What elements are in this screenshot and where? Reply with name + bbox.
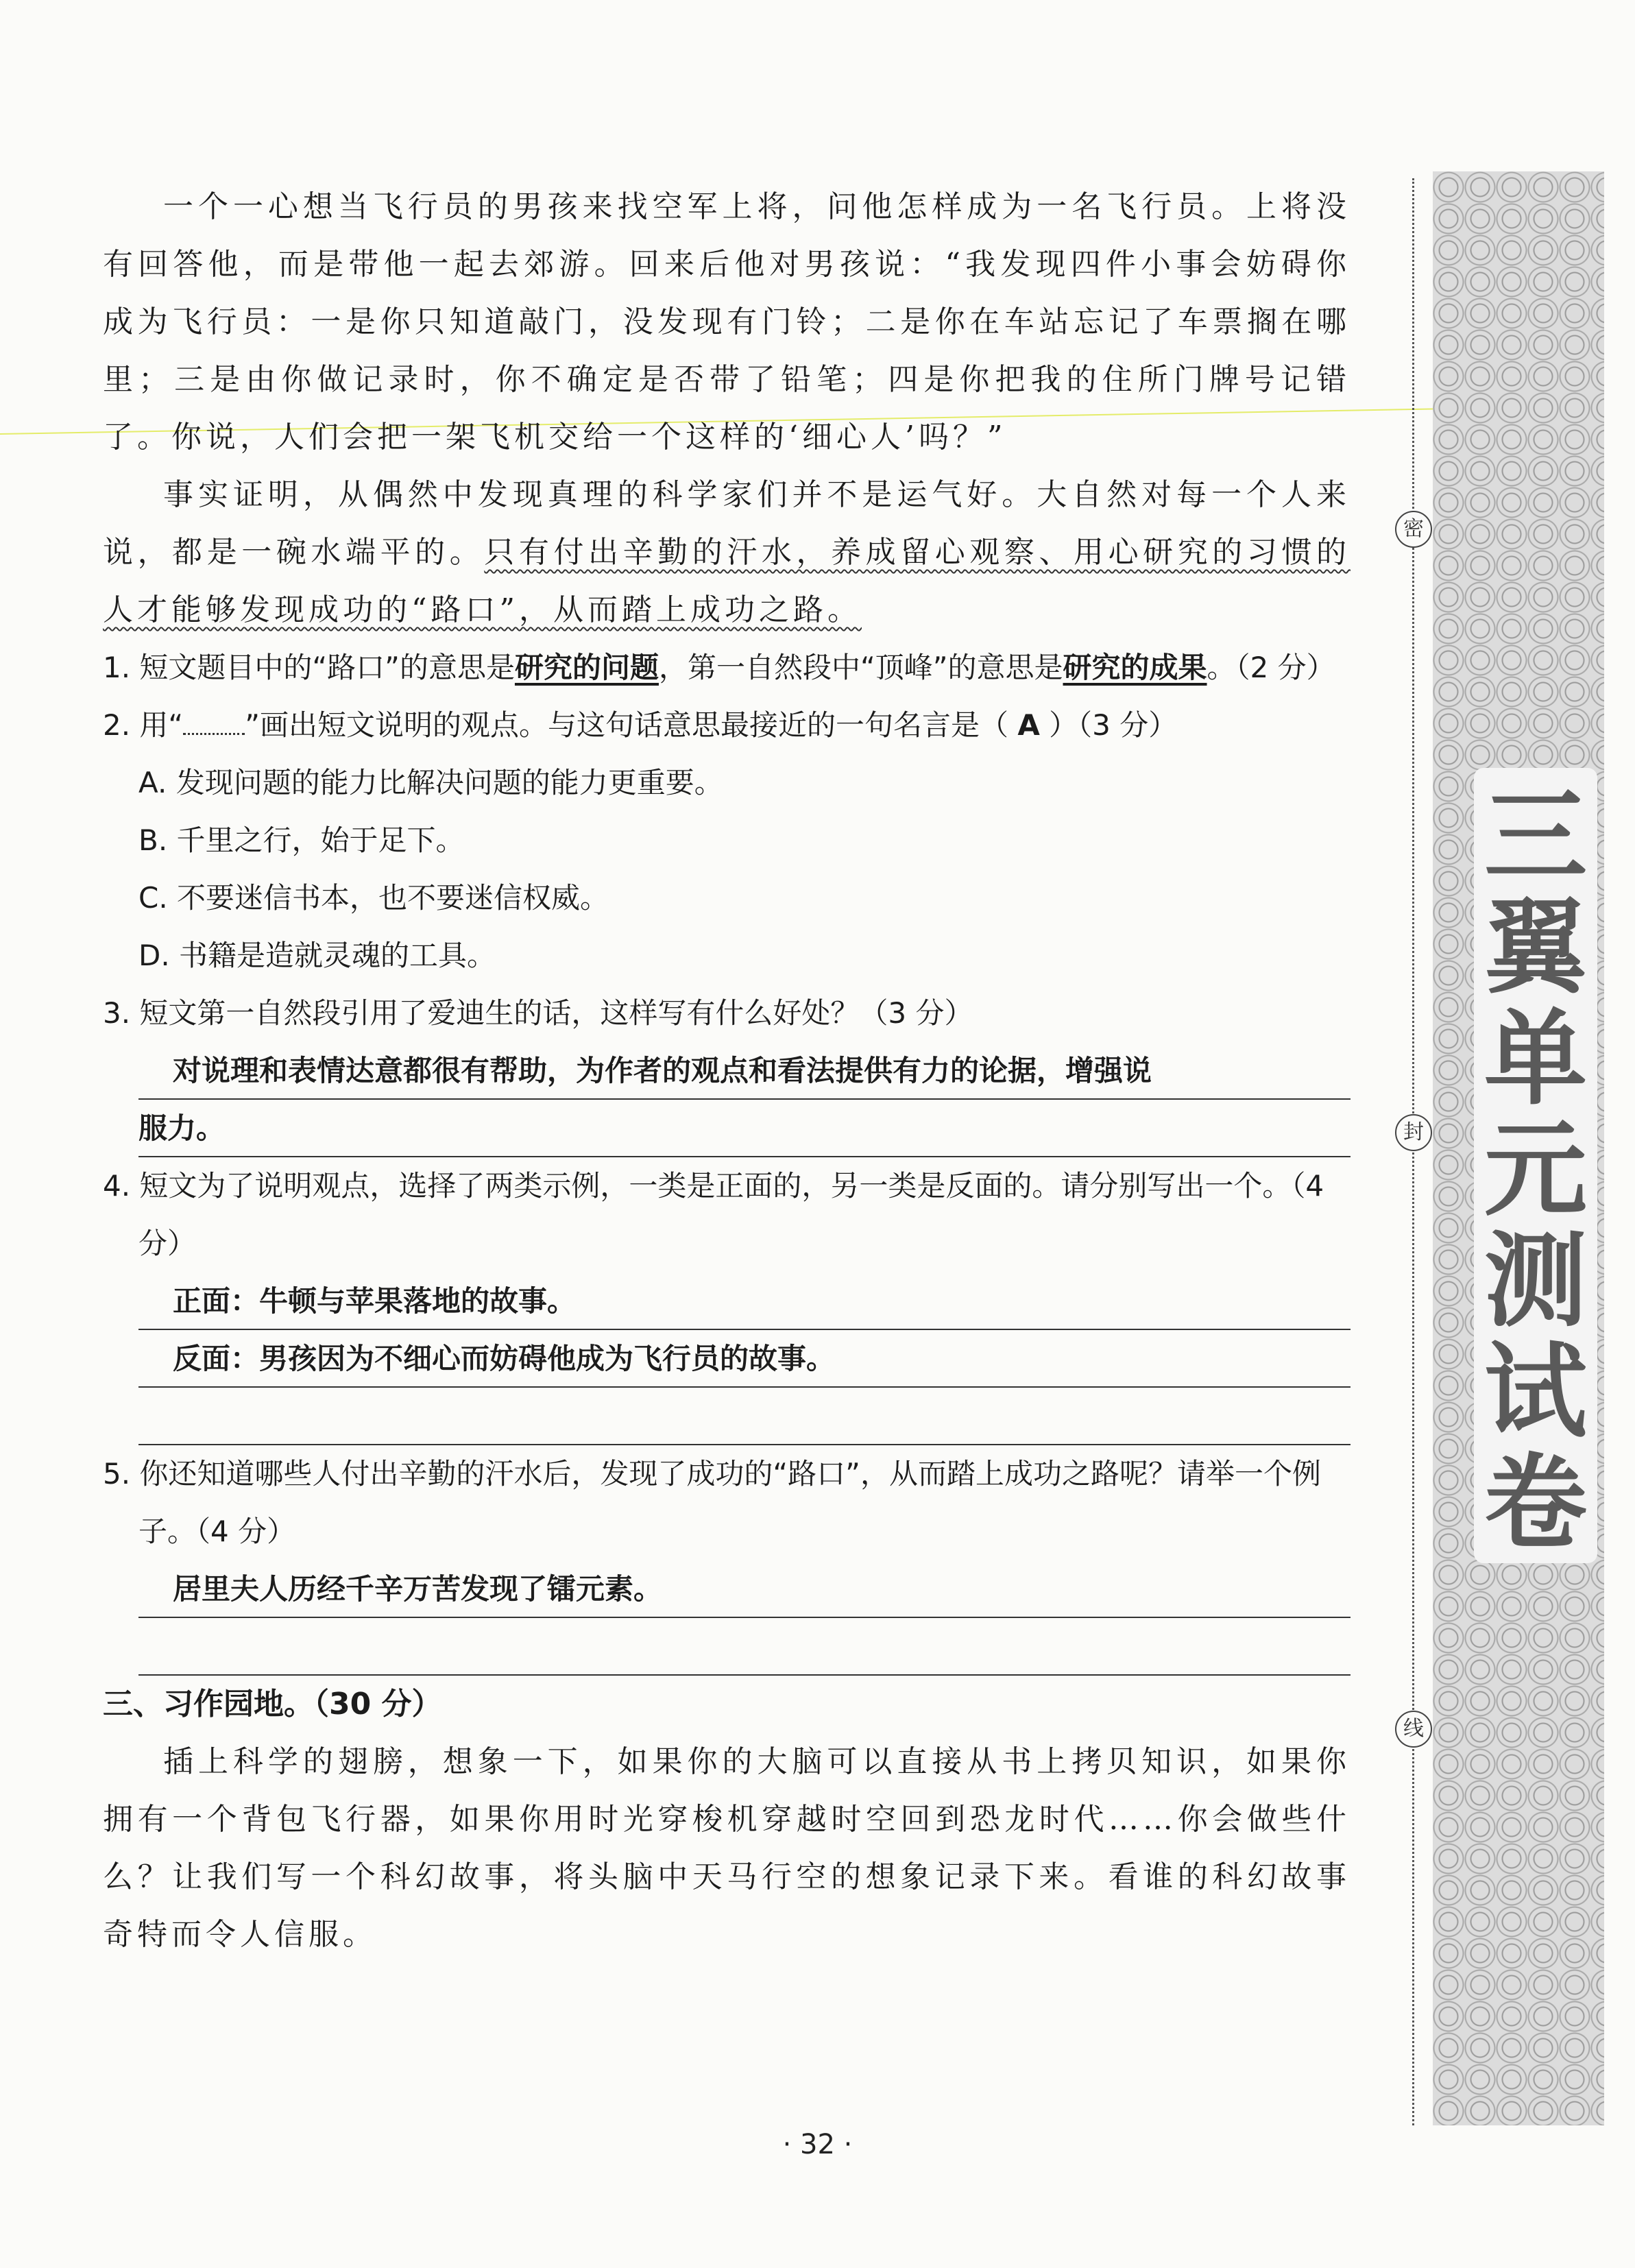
q1-suffix: 。（2 分） [1207, 651, 1335, 684]
seal-feng: 封 [1395, 1114, 1432, 1151]
q2-prefix: 2. 用“ [103, 708, 184, 742]
sidebar-title-char: 测 [1483, 1222, 1587, 1341]
question-3 [103, 985, 1351, 1157]
q5-answer-line-2[interactable] [138, 1618, 1351, 1676]
sidebar-title-char: 翼 [1483, 889, 1587, 1008]
question-4 [103, 1157, 1351, 1445]
q2-option-b: B. 千里之行，始于足下。 [138, 823, 465, 857]
seal-mi: 密 [1395, 511, 1432, 548]
q1-answer-2: 研究的成果 [1063, 651, 1207, 684]
q4-answer-line-2[interactable]: 反面：男孩因为不细心而妨碍他成为飞行员的故事。 [138, 1330, 1351, 1388]
q2-option-d: D. 书籍是造就灵魂的工具。 [138, 939, 496, 972]
question-2 [103, 697, 1351, 985]
question-5 [103, 1445, 1351, 1676]
wavy-line-symbol [183, 712, 245, 735]
q2-option-c: C. 不要迷信书本，也不要迷信权威。 [138, 881, 609, 915]
q2-option-a: A. 发现问题的能力比解决问题的能力更重要。 [138, 766, 723, 799]
sidebar-title-char: 单 [1483, 1000, 1587, 1119]
main-content [103, 178, 1351, 1964]
question-1 [103, 639, 1351, 697]
q1-mid: ，第一自然段中“顶峰”的意思是 [658, 651, 1063, 684]
q2-suffix: ）（3 分） [1039, 708, 1178, 742]
q1-prefix: 1. 短文题目中的“路口”的意思是 [103, 651, 515, 684]
sidebar-title [1474, 777, 1597, 1563]
sidebar-title-char: 试 [1483, 1333, 1587, 1452]
key-sentence-wavy: 只有付出辛勤的汗水，养成留心观察、用心研究的习惯的人才能够发现成功的“路口”，从而踏上成功之路。 [103, 535, 1351, 627]
q3-text: 3. 短文第一自然段引用了爱迪生的话，这样写有什么好处？（3 分） [103, 996, 973, 1030]
seal-xian: 线 [1395, 1711, 1432, 1748]
passage-paragraph-2 [103, 466, 1351, 639]
binding-dotted-line [1412, 178, 1414, 2125]
section-3-title: 三、习作园地。（30 分） [103, 1687, 442, 1722]
q5-answer-line-1[interactable]: 居里夫人历经千辛万苦发现了镭元素。 [138, 1560, 1351, 1618]
section-3-body: 插上科学的翅膀，想象一下，如果你的大脑可以直接从书上拷贝知识，如果你拥有一个背包飞行器，如果你用时光穿梭机穿越时空回到恐龙时代……你会做些什么？让我们写一个科幻故事，将头脑中天马行空的想象记录下来。看谁的科幻故事奇特而令人信服。 [103, 1744, 1351, 1952]
page-number: · 32 · [782, 2129, 853, 2160]
q4-answer-line-1[interactable]: 正面：牛顿与苹果落地的故事。 [138, 1272, 1351, 1330]
q2-answer: A [1017, 708, 1040, 742]
q1-answer-1: 研究的问题 [514, 651, 659, 684]
q2-middle: ”画出短文说明的观点。与这句话意思最接近的一句名言是（ [245, 708, 1018, 742]
q4-answer-line-3[interactable] [138, 1388, 1351, 1445]
sidebar-title-char: 卷 [1483, 1444, 1587, 1563]
q3-answer-line-2[interactable]: 服力。 [138, 1100, 1351, 1157]
sidebar-title-char: 元 [1483, 1111, 1587, 1230]
sidebar-title-char: 三 [1483, 777, 1587, 897]
passage-paragraph-2-text: 事实证明，从偶然中发现真理的科学家们并不是运气好。大自然对每一个人来说，都是一碗水端平的。 [103, 477, 1351, 570]
passage-paragraph-1: 一个一心想当飞行员的男孩来找空军上将，问他怎样成为一名飞行员。上将没有回答他，而是带他一起去郊游。回来后他对男孩说：“我发现四件小事会妨碍你成为飞行员：一是你只知道敲门，没发现有门铃；二是你在车站忘记了车票搁在哪里；三是由你做记录时，你不确定是否带了铅笔；四是你把我的住所门牌号记错了。你说，人们会把一架飞机交给一个这样的‘细心人’吗？” [103, 189, 1351, 455]
q4-text: 4. 短文为了说明观点，选择了两类示例，一类是正面的，另一类是反面的。请分别写出一个。（4 分） [103, 1169, 1324, 1260]
q3-answer-line-1[interactable]: 对说理和表情达意都很有帮助，为作者的观点和看法提供有力的论据，增强说 [138, 1042, 1351, 1100]
q5-text: 5. 你还知道哪些人付出辛勤的汗水后，发现了成功的“路口”，从而踏上成功之路呢？请举一个例子。（4 分） [103, 1457, 1321, 1548]
